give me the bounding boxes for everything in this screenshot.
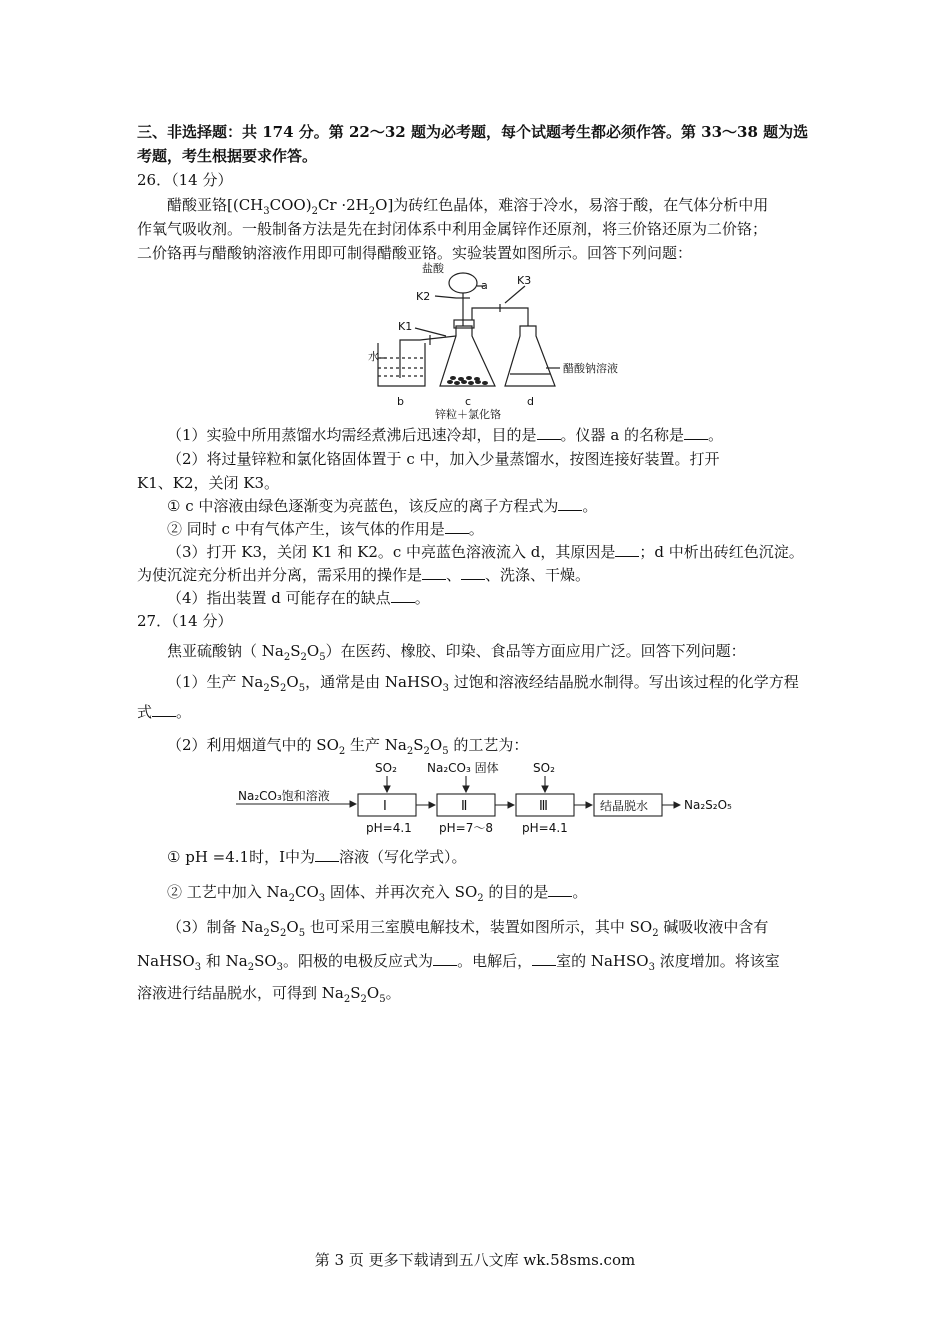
stage-3-label: Ⅲ bbox=[539, 799, 548, 814]
section-heading-line2: 考题，考生根据要求作答。 bbox=[137, 147, 318, 165]
answer-blank[interactable] bbox=[152, 702, 176, 717]
q26-part4: （4）指出装置 d 可能存在的缺点 。 bbox=[167, 589, 430, 607]
label-k2: K2 bbox=[416, 290, 431, 303]
answer-blank[interactable] bbox=[548, 882, 572, 897]
answer-blank[interactable] bbox=[433, 951, 457, 966]
q26-header: 26．（14 分） bbox=[137, 171, 233, 189]
q26-part3-line2: 为使沉淀充分析出并分离，需采用的操作是 、 、洗涤、干燥。 bbox=[137, 566, 591, 584]
label-k3: K3 bbox=[517, 274, 532, 287]
label-d: d bbox=[527, 395, 534, 408]
section-heading-line1: 三、非选择题：共 174 分。第 22～32 题为必考题，每个试题考生都必须作答。第 33～38 题为选 bbox=[137, 123, 809, 141]
flow-input-1: SO₂ bbox=[375, 761, 397, 775]
answer-blank[interactable] bbox=[537, 425, 561, 440]
process-flow-diagram bbox=[232, 758, 752, 838]
answer-blank[interactable] bbox=[391, 588, 415, 603]
q26-part2-line1: （2）将过量锌粒和氯化铬固体置于 c 中，加入少量蒸馏水，按图连接好装置。打开 bbox=[167, 450, 720, 468]
stage-1-label: Ⅰ bbox=[383, 799, 387, 814]
stage-3-ph: pH=4.1 bbox=[522, 821, 568, 835]
label-b: b bbox=[397, 395, 404, 408]
q27-header: 27．（14 分） bbox=[137, 612, 233, 630]
stage-1-ph: pH=4.1 bbox=[366, 821, 412, 835]
flow-start-label: Na₂CO₃饱和溶液 bbox=[238, 789, 330, 803]
answer-blank[interactable] bbox=[615, 542, 639, 557]
flow-product: Na₂S₂O₅ bbox=[684, 798, 732, 812]
q26-part2-sub2: ② 同时 c 中有气体产生，该气体的作用是 。 bbox=[167, 520, 484, 538]
q27-part3-line3: 溶液进行结晶脱水，可得到 $Na_2S_2O_5$。 bbox=[137, 984, 401, 1005]
label-zinc-chromium: 锌粒＋氯化铬 bbox=[435, 408, 501, 421]
label-k1: K1 bbox=[398, 320, 413, 333]
q26-part1: （1）实验中所用蒸馏水均需经煮沸后迅速冷却，目的是 。仪器 a 的名称是 。 bbox=[167, 426, 724, 444]
q27-part3-line1: （3）制备 $Na_2S_2O_5$ 也可采用三室膜电解技术，装置如图所示，其中 $SO_2$ 碱吸收液中含有 bbox=[167, 918, 769, 939]
q26-intro-line3: 二价铬再与醋酸钠溶液作用即可制得醋酸亚铬。实验装置如图所示。回答下列问题： bbox=[137, 244, 693, 262]
answer-blank[interactable] bbox=[315, 847, 339, 862]
label-a: a bbox=[481, 279, 488, 292]
q27-intro: 焦亚硫酸钠（ $Na_2S_2O_5$）在医药、橡胶、印染、食品等方面应用广泛。回答下列问题： bbox=[167, 642, 746, 663]
answer-blank[interactable] bbox=[461, 565, 485, 580]
q26-intro-line1: 醋酸亚铬$[(CH_3COO)_2Cr \cdot 2H_2O]$为砖红色晶体，难溶于冷水，易溶于酸，在气体分析中用 bbox=[167, 196, 769, 217]
q27-part2-sub2: ② 工艺中加入 $Na_2CO_3$ 固体、并再次充入 $SO_2$ 的目的是 。 bbox=[167, 883, 588, 904]
q26-intro-line2: 作氧气吸收剂。一般制备方法是先在封闭体系中利用金属锌作还原剂，将三价铬还原为二价铬； bbox=[137, 220, 768, 238]
q27-part1-line1: （1）生产 $Na_2S_2O_5$，通常是由 NaHSO$_3$ 过饱和溶液经结晶脱水制得。写出该过程的化学方程 bbox=[167, 673, 799, 694]
flow-input-3: SO₂ bbox=[533, 761, 555, 775]
label-water: 水 bbox=[368, 350, 379, 363]
q27-part1-line2: 式 。 bbox=[137, 703, 192, 721]
q27-part2-sub1: ① pH =4.1时，Ⅰ中为 溶液（写化学式）。 bbox=[167, 848, 467, 866]
answer-blank[interactable] bbox=[422, 565, 446, 580]
page-footer: 第 3 页 更多下载请到五八文库 wk.58sms.com bbox=[314, 1251, 636, 1269]
label-hcl: 盐酸 bbox=[422, 262, 444, 275]
stage-2-ph: pH=7～8 bbox=[439, 821, 493, 835]
funnel-bulb-shape bbox=[449, 273, 477, 293]
q26-part2-sub1: ① c 中溶液由绿色逐渐变为亮蓝色，该反应的离子方程式为 。 bbox=[167, 497, 598, 515]
apparatus-figure bbox=[360, 258, 660, 423]
label-c: c bbox=[465, 395, 472, 408]
answer-blank[interactable] bbox=[684, 425, 708, 440]
label-sodium-acetate: 醋酸钠溶液 bbox=[563, 362, 618, 375]
answer-blank[interactable] bbox=[532, 951, 556, 966]
q26-part3-line1: （3）打开 K3，关闭 K1 和 K2。c 中亮蓝色溶液流入 d，其原因是 ；d 中析出砖红色沉淀。 bbox=[167, 543, 804, 561]
answer-blank[interactable] bbox=[445, 519, 469, 534]
stage-1-box bbox=[358, 794, 416, 816]
zinc-particles bbox=[447, 376, 488, 385]
crystallize-label: 结晶脱水 bbox=[600, 799, 649, 813]
q26-part2-line2: K1、K2，关闭 K3。 bbox=[137, 474, 280, 492]
answer-blank[interactable] bbox=[558, 496, 582, 511]
stage-2-label: Ⅱ bbox=[461, 799, 468, 814]
q27-part2: （2）利用烟道气中的 $SO_2$ 生产 $Na_2S_2O_5$ 的工艺为： bbox=[167, 736, 529, 757]
flow-input-2: Na₂CO₃ 固体 bbox=[427, 761, 499, 775]
q27-part3-line2: NaHSO$_3$ 和 $Na_2SO_3$。阳极的电极反应式为 。电解后， 室的 NaHSO$_3$ 浓度增加。将该室 bbox=[137, 952, 780, 973]
